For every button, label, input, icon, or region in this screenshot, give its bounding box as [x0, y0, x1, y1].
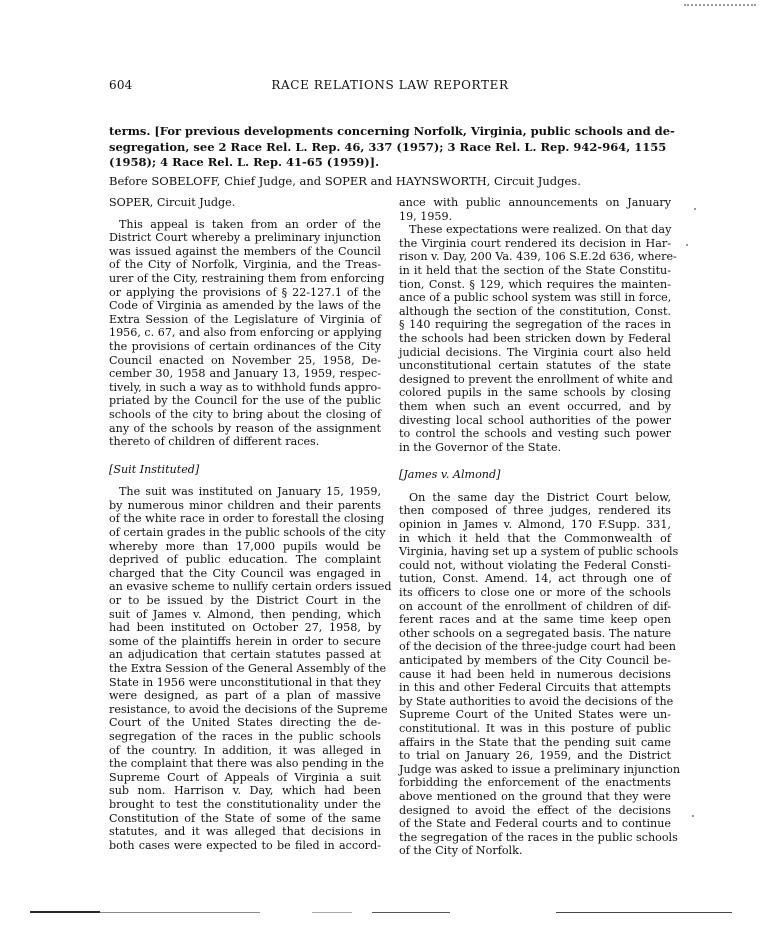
- paragraph-appeal: [109, 217, 385, 449]
- text-line: or applying the provisions of § 22-127.1 of the: [109, 285, 381, 299]
- section-heading-text: [Suit Instituted]: [109, 462, 200, 476]
- paragraph-district-court: [399, 490, 681, 858]
- text-line: opinion in James v. Almond, 170 F.Supp. 331,: [399, 518, 671, 532]
- text-line: Judge was asked to issue a preliminary injunction: [399, 762, 681, 776]
- text-line: brought to test the constitutionality under the: [109, 797, 381, 811]
- text-line: of the City of Norfolk.: [399, 844, 523, 858]
- scan-speck: [692, 815, 694, 817]
- text-line: was issued against the members of the Council: [109, 244, 381, 258]
- text-line: On the same day the District Court below,: [409, 490, 671, 504]
- text-line: tively, in such a way as to withhold funds appro-: [109, 380, 381, 394]
- text-line: them when such an event occurred, and by: [399, 399, 671, 413]
- text-line: by State authorities to avoid the decisions of the: [399, 694, 674, 708]
- text-line: the complaint that there was also pending in the: [109, 757, 384, 771]
- text-line: Supreme Court of the United States were un-: [399, 708, 671, 722]
- text-line: resistance, to avoid the decisions of the Supreme: [109, 702, 388, 716]
- text-line: ance with public announcements on January: [399, 196, 671, 209]
- text-line: to control the schools and vesting such power: [399, 427, 671, 441]
- text-line: Court of the United States directing the de-: [109, 716, 381, 730]
- intro-line: (1958); 4 Race Rel. L. Rep. 41-65 (1959)].: [109, 155, 380, 169]
- text-line: colored pupils in the same schools by closing: [399, 386, 671, 400]
- text-line: in it held that the section of the State Constitu-: [399, 263, 671, 277]
- text-line: sub nom. Harrison v. Day, which had been: [109, 784, 381, 798]
- text-line: then composed of three judges, rendered its: [399, 504, 671, 518]
- text-line: State in 1956 were unconstitutional in that they: [109, 675, 381, 689]
- text-line: statutes, and it was alleged that decisions in: [109, 825, 381, 839]
- text-line: the provisions of certain ordinances of the City: [109, 339, 381, 353]
- section-heading-text: [James v. Almond]: [399, 468, 501, 482]
- text-line: above mentioned on the ground that they were: [399, 789, 671, 803]
- text-line: on account of the enrollment of children of dif-: [399, 599, 671, 613]
- running-header: [109, 78, 671, 96]
- text-line: 19, 1959.: [399, 209, 453, 223]
- text-line: or to be issued by the District Court in the: [109, 594, 381, 608]
- previous-developments-note: [109, 124, 675, 171]
- text-line: Code of Virginia as amended by the laws of the: [109, 299, 381, 313]
- text-line: § 140 requiring the segregation of the races in: [399, 318, 671, 332]
- text-line: of certain grades in the public schools of the city: [109, 526, 386, 540]
- text-line: suit of James v. Almond, then pending, which: [109, 607, 381, 621]
- text-line: in this and other Federal Circuits that attempts: [399, 681, 671, 695]
- text-line: 1956, c. 67, and also from enforcing or applying: [109, 326, 382, 340]
- text-line: Extra Session of the Legislature of Virginia of: [109, 312, 381, 326]
- text-line: This appeal is taken from an order of the: [119, 217, 381, 231]
- section-heading-james-v-almond: [399, 468, 671, 482]
- text-line: Virginia, having set up a system of public schools: [399, 545, 679, 559]
- text-line: judicial decisions. The Virginia court also held: [399, 345, 671, 359]
- text-line: anticipated by members of the City Council be-: [399, 654, 671, 667]
- section-heading-suit-instituted: [109, 463, 381, 477]
- bottom-edge-rule: [30, 911, 100, 913]
- bottom-edge-rule: [100, 912, 260, 913]
- text-line: Supreme Court of Appeals of Virginia a suit: [109, 770, 381, 784]
- text-line: an adjudication that certain statutes passed at: [109, 648, 381, 662]
- text-line: constitutional. It was in this posture of public: [399, 721, 671, 735]
- paragraph-expectations: [399, 223, 677, 454]
- text-line: of the decision of the three-judge court had been: [399, 640, 676, 654]
- text-line: rison v. Day, 200 Va. 439, 106 S.E.2d 636, where-: [399, 250, 677, 264]
- text-line: although the section of the constitution, Const.: [399, 304, 671, 318]
- scan-speck: [686, 244, 688, 246]
- text-line: the Extra Session of the General Assembly of the: [109, 662, 387, 675]
- text-line: District Court whereby a preliminary injunction: [109, 231, 381, 245]
- text-line: charged that the City Council was engaged in: [109, 566, 381, 580]
- text-line: both cases were expected to be filed in accord-: [109, 838, 381, 852]
- bench-line: Before SOBELOFF, Chief Judge, and SOPER and HAYNSWORTH, Circuit Judges.: [109, 174, 581, 188]
- text-line: had been instituted on October 27, 1958, by: [109, 621, 381, 635]
- text-line: of the white race in order to forestall the closing: [109, 512, 385, 526]
- text-line: in which it held that the Commonwealth of: [399, 531, 671, 545]
- text-line: segregation of the races in the public schools: [109, 729, 381, 743]
- text-line: some of the plaintiffs herein in order to secure: [109, 634, 381, 648]
- text-line: its officers to close one or more of the schools: [399, 586, 671, 600]
- intro-line: terms. [For previous developments concerning Norfolk, Virginia, public schools and de-: [109, 124, 675, 138]
- page-number: 604: [109, 78, 133, 92]
- text-line: cember 30, 1958 and January 13, 1959, respec-: [109, 367, 381, 381]
- left-column: [109, 196, 392, 852]
- paragraph-announcements: [399, 196, 671, 223]
- text-line: the schools had been stricken down by Federal: [399, 331, 671, 345]
- text-line: of the State and Federal courts and to continue: [399, 817, 671, 831]
- text-line: to trial on January 26, 1959, and the District: [399, 749, 671, 763]
- text-line: whereby more than 17,000 pupils would be: [109, 539, 381, 553]
- opinion-author: SOPER, Circuit Judge.: [109, 196, 236, 209]
- text-line: of the City of Norfolk, Virginia, and the Treas-: [109, 258, 381, 272]
- text-line: Council enacted on November 25, 1958, De-: [109, 353, 381, 367]
- text-line: Constitution of the State of some of the same: [109, 811, 381, 825]
- text-line: were designed, as part of a plan of massive: [109, 689, 381, 703]
- text-line: forbidding the enforcement of the enactments: [399, 776, 671, 790]
- text-line: schools of the city to bring about the closing of: [109, 407, 381, 421]
- bottom-edge-rule: [372, 912, 450, 913]
- text-line: affairs in the State that the pending suit came: [399, 735, 671, 749]
- text-line: other schools on a segregated basis. The nature: [399, 626, 671, 640]
- text-line: tion, Const. § 129, which requires the mainten-: [399, 277, 671, 291]
- text-line: the segregation of the races in the public schools: [399, 830, 678, 844]
- text-line: an evasive scheme to nullify certain orders issued: [109, 580, 392, 594]
- intro-line: segregation, see 2 Race Rel. L. Rep. 46, 337 (1957); 3 Race Rel. L. Rep. 942-964, 1155: [109, 139, 667, 154]
- right-column: [399, 196, 681, 858]
- paragraph-suit: [109, 485, 392, 852]
- text-line: ferent races and at the same time keep open: [399, 613, 671, 627]
- text-line: thereto of children of different races.: [109, 435, 320, 449]
- text-line: by numerous minor children and their parents: [109, 498, 381, 512]
- text-line: designed to avoid the effect of the decisions: [399, 803, 671, 817]
- bottom-edge-rule: [312, 912, 352, 913]
- text-line: The suit was instituted on January 15, 1959,: [119, 485, 381, 499]
- text-line: unconstitutional certain statutes of the state: [399, 359, 671, 373]
- top-edge-dots: [684, 4, 756, 8]
- text-line: of the country. In addition, it was alleged in: [109, 743, 381, 757]
- text-line: divesting local school authorities of the power: [399, 413, 671, 427]
- text-line: in the Governor of the State.: [399, 440, 562, 454]
- text-line: priated by the Council for the use of the public: [109, 394, 381, 408]
- text-line: cause it had been held in numerous decisions: [399, 667, 671, 681]
- text-line: ance of a public school system was still in force,: [399, 291, 672, 305]
- text-line: tution, Const. Amend. 14, act through one of: [399, 572, 671, 586]
- text-line: These expectations were realized. On that day: [409, 223, 672, 237]
- text-line: could not, without violating the Federal Consti-: [399, 558, 671, 572]
- bottom-edge-rule: [556, 912, 732, 913]
- scan-speck: [694, 208, 696, 210]
- text-line: the Virginia court rendered its decision in Har-: [399, 236, 671, 250]
- text-line: any of the schools by reason of the assignment: [109, 421, 381, 435]
- text-line: designed to prevent the enrollment of white and: [399, 372, 673, 386]
- journal-title: RACE RELATIONS LAW REPORTER: [271, 78, 509, 92]
- text-line: urer of the City, restraining them from enforcing: [109, 271, 385, 285]
- text-line: deprived of public education. The complaint: [109, 553, 381, 567]
